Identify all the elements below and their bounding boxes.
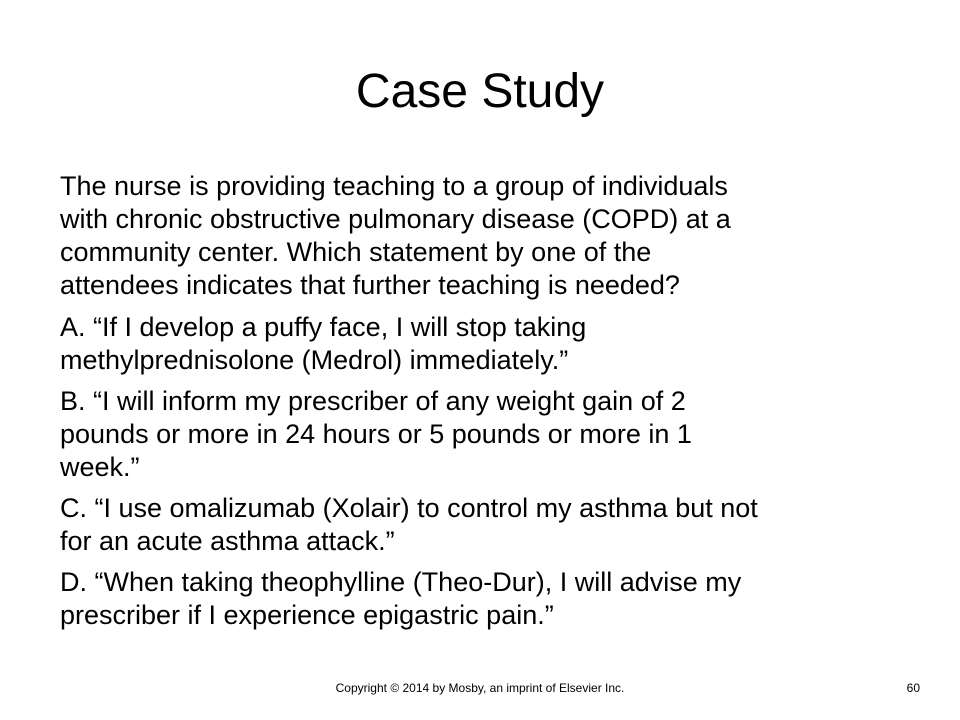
option-a: A. “If I develop a puffy face, I will stop taking methylprednisolone (Medrol) immediately.”	[60, 312, 587, 375]
option-d: D. “When taking theophylline (Theo-Dur), I will advise my prescriber if I experience epigastric pain.”	[60, 567, 742, 630]
copyright-footer: Copyright © 2014 by Mosby, an imprint of Elsevier Inc.	[335, 681, 625, 695]
slide-title: Case Study	[355, 65, 605, 118]
page-number: 60	[906, 681, 920, 695]
option-c: C. “I use omalizumab (Xolair) to control my asthma but not for an acute asthma attack.”	[60, 493, 758, 556]
slide-body	[60, 170, 900, 640]
option-b: B. “I will inform my prescriber of any weight gain of 2 pounds or more in 24 hours or 5 pounds or more in 1 week.”	[60, 386, 692, 482]
question-stem: The nurse is providing teaching to a group of individuals with chronic obstructive pulmonary disease (COPD) at a community center. Which statement by one of the attendees indicates that further teaching is needed?	[60, 171, 731, 300]
